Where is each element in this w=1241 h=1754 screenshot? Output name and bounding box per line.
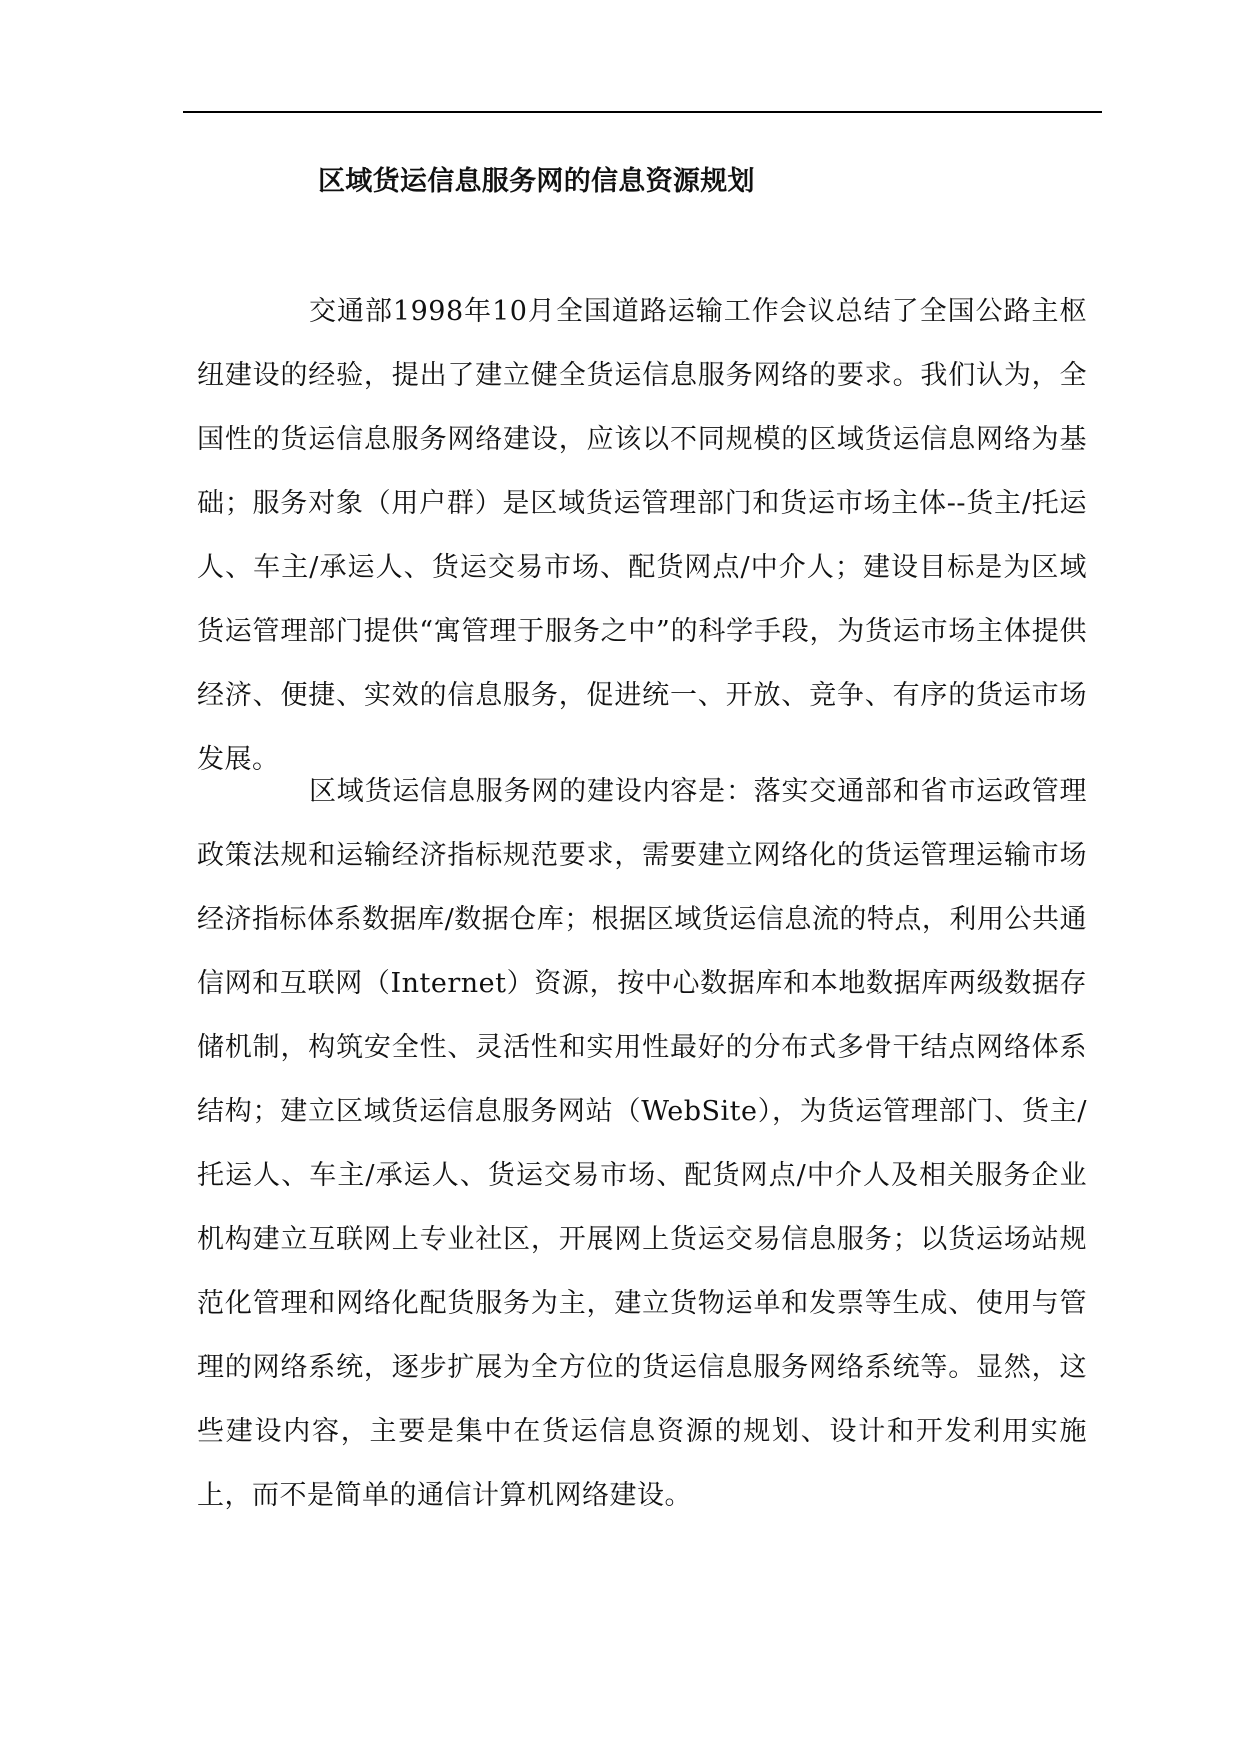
- header-rule: [183, 111, 1102, 113]
- paragraph-2: 区域货运信息服务网的建设内容是：落实交通部和省市运政管理政策法规和运输经济指标规范要求，需要建立网络化的货运管理运输市场经济指标体系数据库/数据仓库；根据区域货运信息流的特点，利用公共通信网和互联网（Internet）资源，按中心数据库和本地数据库两级数据存储机制，构筑安全性、灵活性和实用性最好的分布式多骨干结点网络体系结构；建立区域货运信息服务网站（WebSite），为货运管理部门、货主/托运人、车主/承运人、货运交易市场、配货网点/中介人及相关服务企业机构建立互联网上专业社区，开展网上货运交易信息服务；以货运场站规范化管理和网络化配货服务为主，建立货物运单和发票等生成、使用与管理的网络系统，逐步扩展为全方位的货运信息服务网络系统等。显然，这些建设内容，主要是集中在货运信息资源的规划、设计和开发利用实施上，而不是简单的通信计算机网络建设。: [197, 776, 1087, 1511]
- paragraph-2-block: [197, 760, 1087, 1528]
- document-title: 区域货运信息服务网的信息资源规划: [318, 166, 755, 197]
- paragraph-1: 交通部1998年10月全国道路运输工作会议总结了全国公路主枢纽建设的经验，提出了建立健全货运信息服务网络的要求。我们认为，全国性的货运信息服务网络建设，应该以不同规模的区域货运信息网络为基础；服务对象（用户群）是区域货运管理部门和货运市场主体--货主/托运人、车主/承运人、货运交易市场、配货网点/中介人；建设目标是为区域货运管理部门提供“寓管理于服务之中”的科学手段，为货运市场主体提供经济、便捷、实效的信息服务，促进统一、开放、竞争、有序的货运市场发展。: [197, 296, 1087, 775]
- paragraph-1-block: [197, 280, 1087, 792]
